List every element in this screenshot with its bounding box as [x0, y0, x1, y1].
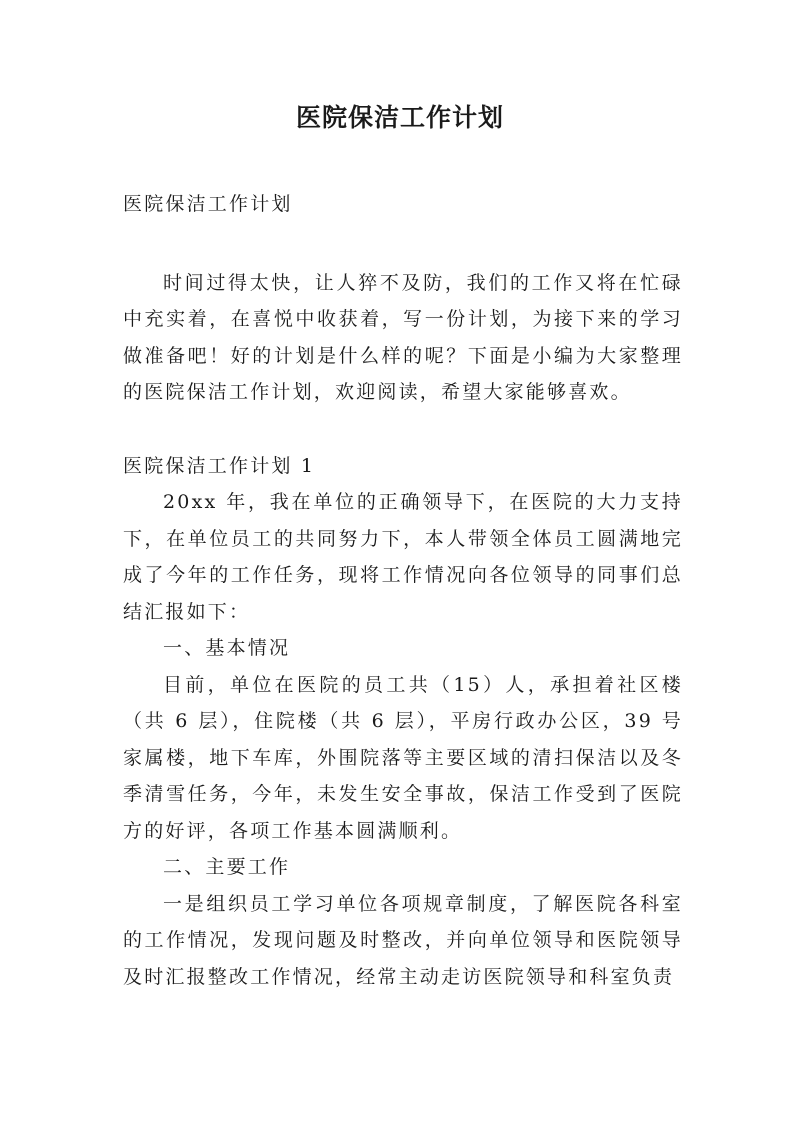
section-heading-main-work: 二、主要工作 — [163, 856, 291, 878]
body-paragraph: 20xx 年，我在单位的正确领导下，在医院的大力支持下，在单位员工的共同努力下，本人带领全体员工圆满地完成了今年的工作任务，现将工作情况向各位领导的同事们总结汇报如下： — [123, 491, 683, 623]
document-body — [123, 186, 683, 995]
section-heading-basic: 一、基本情况 — [163, 637, 291, 659]
spacer — [123, 223, 683, 265]
body-paragraph: 目前，单位在医院的员工共（15）人，承担着社区楼（共 6 层），住院楼（共 6 层），平房行政办公区，39 号家属楼，地下车库，外围院落等主要区域的清扫保洁以及冬季清雪任务，今年，未发生安全事故，保洁工作受到了医院方的好评，各项工作基本圆满顺利。 — [123, 673, 683, 842]
intro-paragraph: 时间过得太快，让人猝不及防，我们的工作又将在忙碌中充实着，在喜悦中收获着，写一份计划，为接下来的学习做准备吧！好的计划是什么样的呢？下面是小编为大家整理的医院保洁工作计划，欢迎阅读，希望大家能够喜欢。 — [123, 271, 683, 403]
document-title: 医院保洁工作计划 — [295, 103, 504, 132]
body-paragraph: 一是组织员工学习单位各项规章制度，了解医院各科室的工作情况，发现问题及时整改，并向单位领导和医院领导及时汇报整改工作情况，经常主动走访医院领导和科室负责 — [123, 892, 683, 988]
section-title: 医院保洁工作计划 1 — [123, 454, 316, 477]
spacer — [123, 411, 683, 448]
document-subtitle: 医院保洁工作计划 — [123, 193, 293, 215]
